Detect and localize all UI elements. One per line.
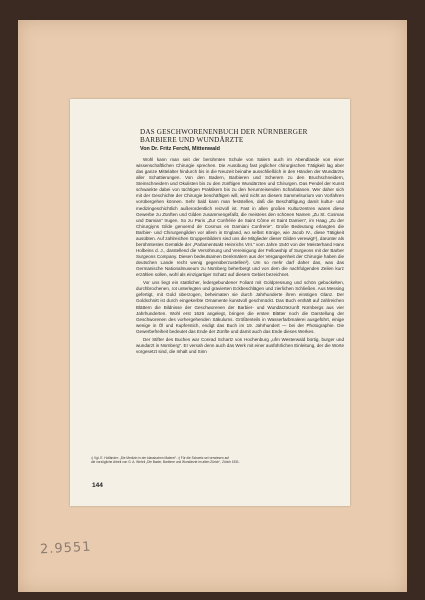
article-title: DAS GESCHWORENENBUCH DER NÜRNBERGER BARBIERE UND WUNDÄRZTE	[140, 128, 308, 145]
mounting-board	[18, 20, 407, 592]
document-page	[70, 99, 350, 506]
footnote: die vorzügliche Arbeit von G. A. Wehrli „Die Bader, Barbiere und Wundärzte im alten Zürich“, Zürich 1931.	[91, 460, 240, 465]
article-author: Von Dr. Fritz Ferchl, Mittenwald	[140, 146, 220, 152]
footnotes	[91, 456, 344, 465]
pencil-inventory-number: 2.9551	[39, 539, 92, 558]
body-paragraph: Wohl kann man seit der berühmten Schule von Salern auch im Abendlande von einer wissenschaftlichen Chirurgie sprechen. Die Ausübung fast jeglicher chirurgischen Tätigkeit lag aber das ganze Mittelalter hindurch bis in die Neuzeit beinahe ausschließlich in den Händen der Wundärzte aller Schattierungen. Von den Badern, Barbieren und Scherern zu den Bruchschneidern, Steinschneidern und Okulisten bis zu den zünftigen Wundärzten und Chirurgen. Das Pendel der Kunst schwankte dabei von tüchtigen Praktikern bis zu den herumreisenden Scharlatanen. Wer daher sich mit der Geschichte der Chirurgie beschäftigen will, wird nicht an diesem Sammelsurium von Vorfahren vorübergehen können. Sehr bald kann man feststellen, daß die Beschäftigung damit kultur- und medizingeschichtlich außerordentlich reizvoll ist. Fast in allen großen Kulturzentren waren diese Gewerbe zu Zünften und Gilden zusammengefaßt, die meistens den schönen Namen „Zu St. Cosmas und Damian“ trugen. So zu Paris „Zur Confrérie de Saint Côme et Saint Damien“, im Haag „Zu der Chirurgiyns Gilde genoemd de Cosmus en Damiani Confrerie“. Große Bedeutung erlangten die Barbier- und Chirurgengilden vor allem in England, wo selbst Könige, wie Jacob IV., diese Tätigkeit ausübten. Auf zahlreichen Gruppenbildern sind uns die Mitglieder dieser Gilden verewigt¹), darunter als berühmtestes Gemälde der „Parlamentsakt Heinrichs VIII.“ vom Jahre 1540 von der Meisterhand Hans Holbeins d. J., darstellend die Versöhnung und Vereinigung der Fellowship of Surgeons mit der Barber Surgeons Company. Diesen bedeutsamen Denkmälern aus der Vergangenheit der Chirurgie haben die deutschen Lande recht wenig gegenüberzustellen²). Um so mehr darf daher das, was das Germanische Nationalmuseum zu Nürnberg beherbergt und von dem die nachfolgenden Zeilen kurz erzählen sollen, wohl als einzigartiger Schatz auf diesem Gebiet bezeichnet.	[136, 157, 344, 278]
footnote: ¹) Vgl. E. Holländer: „Die Medizin in der klassischen Malerei“. ²) Für die Schweiz sei verwiesen auf	[91, 456, 229, 460]
page-number: 144	[92, 482, 103, 489]
article-body	[136, 157, 344, 471]
body-paragraph: Der Stifter des Buches war Conrad Schartz von Hochenburg „ufm Westerwald bürtig, burger und wundarzt in Nürnberg“. Er versah denn auch das Werk mit einer ausführlichen Einleitung, der die Worte vorgesetzt sind, die Inhalt und Sinn	[136, 336, 344, 354]
body-paragraph: Vor uns liegt ein stattlicher, ledergebundener Foliant mit Goldpressung und schön gebuckelten, durchbrochenen, rot unterlegten und gravierten Eckbeschlägen und zierlichen Schließen. Aus Messing gefertigt, mit Gold überzogen, beheimaten sie durch Jahrhunderte ihren einstigen Glanz. Der Goldschnitt ist durch eingekerbte Ornamente kunstvoll geschmückt. Das Buch enthält auf zahlreichen Blättern die Bildnisse der Geschworenen der Barbier- und Wundärztezunft Nürnbergs aus vier Jahrhunderten. Wohl erst 1626 angelegt, bringen die ersten Blätter noch die Darstellung der Geschworenen des vorhergehenden Säkulums. Größtenteils in Wasserfarbmalerei ausgeführt, einige wenige in Öl und Kupferstich, endigt das Buch im 19. Jahrhundert — bei der Photographie. Die Gewerbefreiheit bedeutet das Ende der Zünfte und damit auch das Ende dieses Werkes.	[136, 280, 344, 334]
